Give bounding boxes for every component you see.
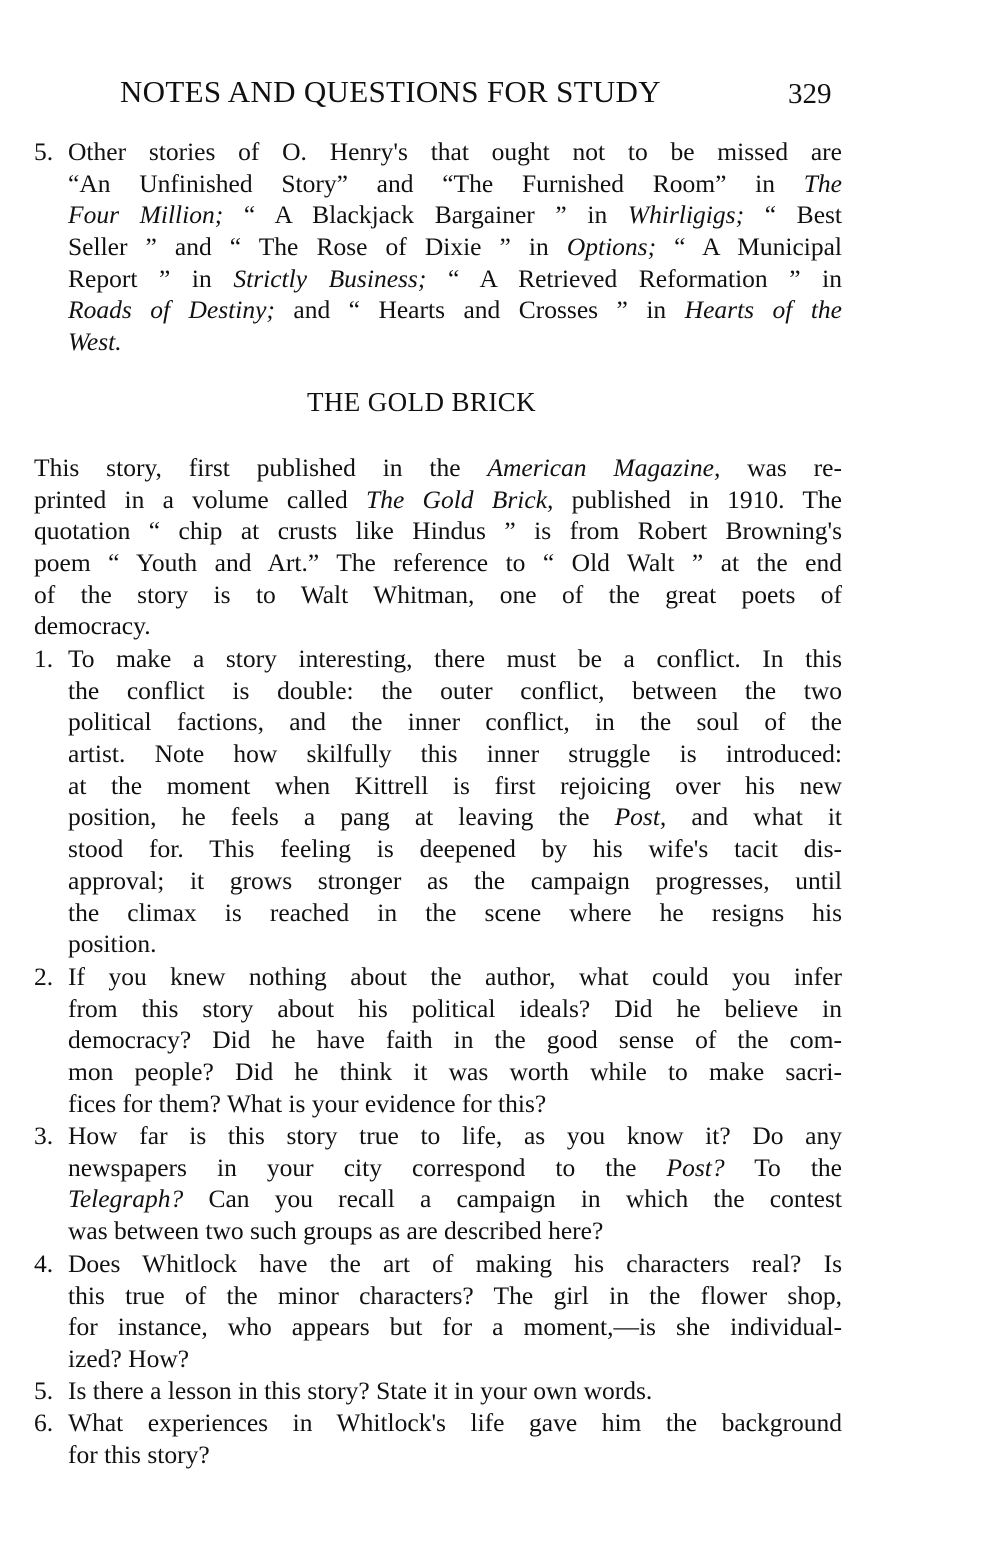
question-3 [34, 1120, 842, 1247]
question-text: for instance, who appears but for a moment,—is she individual- [68, 1312, 842, 1342]
note-5-text: Seller ” and “ The Rose of Dixie ” in [68, 232, 567, 262]
note-5-text: “ A Blackjack Bargainer ” in [223, 200, 628, 230]
newspaper-name: Post? [666, 1152, 725, 1182]
question-text: How far is this story true to life, as you know it? Do any [68, 1121, 842, 1150]
question-text: the conflict is double: the outer conflict, between the two [68, 675, 842, 705]
intro-text: of the story is to Walt Whitman, one of the great poets of [34, 579, 842, 609]
question-text: To the [724, 1152, 842, 1182]
question-text: ized? How? [68, 1344, 190, 1374]
newspaper-name: Post, [614, 802, 667, 832]
intro-text: published in 1910. The [553, 484, 842, 514]
question-number: 5. [34, 1376, 54, 1405]
question-text: artist. Note how skilfully this inner struggle is introduced: [68, 739, 842, 769]
question-text: the climax is reached in the scene where he resigns his [68, 897, 842, 927]
question-text: mon people? Did he think it was worth while to make sacri- [68, 1057, 842, 1087]
question-text: Does Whitlock have the art of making his characters real? Is [68, 1249, 842, 1278]
intro-text: was re- [720, 453, 842, 482]
note-5-text: “An Unfinished Story” and “The Furnished Room” in [68, 168, 804, 198]
question-text: democracy? Did he have faith in the good sense of the com- [68, 1025, 842, 1055]
question-text: was between two such groups as are described here? [68, 1216, 604, 1246]
note-5-text: and “ Hearts and Crosses ” in [274, 295, 685, 325]
book-title: Four Million; [68, 200, 224, 230]
question-4 [34, 1248, 842, 1375]
note-5-text: “ A Retrieved Reformation ” in [426, 263, 843, 293]
running-head-title: NOTES AND QUESTIONS FOR STUDY [120, 74, 661, 109]
question-2 [34, 961, 842, 1119]
question-number: 6. [34, 1408, 54, 1437]
book-title: Strictly Business; [233, 263, 427, 293]
question-text: To make a story interesting, there must be a conflict. In this [68, 644, 842, 673]
question-text: Is there a lesson in this story? State it in your own words. [68, 1376, 653, 1405]
magazine-title: American Magazine, [487, 453, 721, 482]
question-text: and what it [666, 802, 842, 832]
question-text: this true of the minor characters? The girl in the flower shop, [68, 1280, 842, 1310]
running-head [0, 74, 1000, 118]
question-text: approval; it grows stronger as the campaign progresses, until [68, 865, 842, 895]
question-1 [34, 643, 842, 960]
intro-text: printed in a volume called [34, 484, 367, 514]
note-5-text: Report ” in [68, 263, 234, 293]
book-title: Whirligigs; [627, 200, 745, 230]
book-title: The Gold Brick, [366, 484, 554, 514]
note-5-text: Other stories of O. Henry's that ought not to be missed are [68, 137, 842, 166]
question-number: 4. [34, 1249, 54, 1278]
question-number: 3. [34, 1121, 54, 1150]
section-heading: THE GOLD BRICK [306, 387, 537, 417]
page-number: 329 [788, 78, 832, 110]
book-title: Hearts of the [684, 295, 842, 325]
question-number: 1. [34, 644, 54, 673]
question-text: at the moment when Kittrell is first rejoicing over his new [68, 770, 842, 800]
question-text: position, he feels a pang at leaving the [68, 802, 615, 832]
question-6 [34, 1407, 842, 1470]
question-text: stood for. This feeling is deepened by his wife's tacit dis- [68, 834, 842, 864]
intro-text: This story, first published in the [34, 453, 488, 482]
intro-text: quotation “ chip at crusts like Hindus ” is from Robert Browning's [34, 516, 842, 546]
book-title: Roads of Destiny; [68, 295, 275, 325]
question-text: Can you recall a campaign in which the contest [183, 1184, 842, 1214]
note-5-number: 5. [34, 137, 54, 166]
question-text: fices for them? What is your evidence for this? [68, 1088, 547, 1118]
question-5 [34, 1375, 842, 1407]
question-text: What experiences in Whitlock's life gave him the background [68, 1408, 842, 1437]
question-text: newspapers in your city correspond to the [68, 1152, 667, 1182]
note-5-text: “ A Municipal [656, 232, 843, 262]
intro-text: democracy. [34, 611, 151, 641]
book-title: Options; [566, 232, 657, 262]
book-title: The [803, 168, 842, 198]
question-text: position. [68, 929, 157, 959]
note-5-text: “ Best [744, 200, 843, 230]
question-text: from this story about his political ideals? Did he believe in [68, 993, 842, 1023]
question-text: If you knew nothing about the author, what could you infer [68, 962, 842, 991]
question-text: political factions, and the inner conflict, in the soul of the [68, 707, 842, 737]
intro-paragraph [34, 452, 842, 642]
intro-text: poem “ Youth and Art.” The reference to “ Old Walt ” at the end [34, 548, 842, 578]
question-text: for this story? [68, 1439, 210, 1469]
note-5 [34, 136, 842, 358]
newspaper-name: Telegraph? [68, 1184, 184, 1214]
book-title: West. [68, 327, 122, 357]
question-number: 2. [34, 962, 54, 991]
